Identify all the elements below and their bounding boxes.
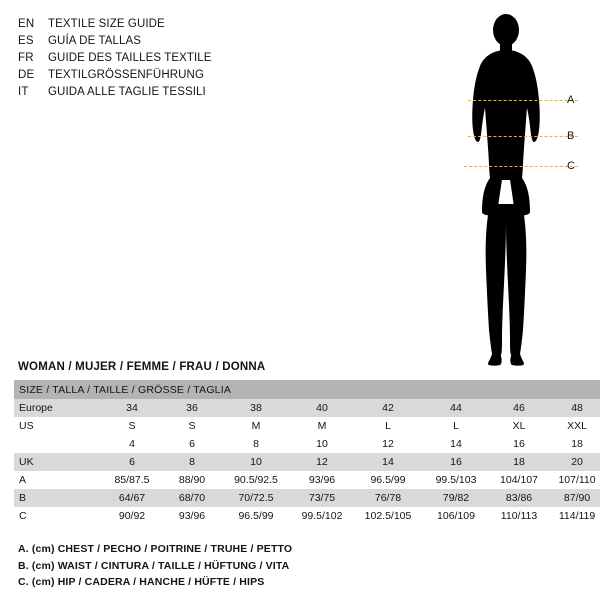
cell: 96.5/99: [354, 471, 422, 489]
language-code: DE: [18, 69, 35, 81]
row-label: [14, 435, 102, 453]
cell: 96.5/99: [222, 507, 290, 525]
language-code: FR: [18, 52, 34, 64]
language-code: ES: [18, 35, 34, 47]
cell: 107/110: [548, 471, 600, 489]
cell: 12: [290, 453, 354, 471]
cell: 106/109: [422, 507, 490, 525]
language-title: TEXTILGRÖSSENFÜHRUNG: [48, 69, 204, 81]
table-header-label: SIZE / TALLA / TAILLE / GRÖSSE / TAGLIA: [14, 380, 600, 399]
cell: 4: [102, 435, 162, 453]
language-title: TEXTILE SIZE GUIDE: [48, 18, 165, 30]
cell: 40: [290, 399, 354, 417]
cell: XL: [490, 417, 548, 435]
cell: 18: [548, 435, 600, 453]
cell: 14: [354, 453, 422, 471]
note-hip: C. (cm) HIP / CADERA / HANCHE / HÜFTE / HIPS: [18, 576, 265, 588]
table-row: [14, 399, 600, 417]
cell: 36: [162, 399, 222, 417]
language-title: GUIDA ALLE TAGLIE TESSILI: [48, 86, 206, 98]
cell: 18: [490, 453, 548, 471]
cell: 90/92: [102, 507, 162, 525]
language-row: [18, 33, 318, 50]
cell: 99.5/103: [422, 471, 490, 489]
cell: 10: [222, 453, 290, 471]
cell: 73/75: [290, 489, 354, 507]
cell: 20: [548, 453, 600, 471]
language-title: GUÍA DE TALLAS: [48, 35, 142, 47]
cell: 48: [548, 399, 600, 417]
measure-label-c: C: [567, 160, 575, 172]
cell: 38: [222, 399, 290, 417]
cell: 110/113: [490, 507, 548, 525]
cell: L: [354, 417, 422, 435]
cell: 102.5/105: [354, 507, 422, 525]
cell: 44: [422, 399, 490, 417]
language-row: [18, 50, 318, 67]
cell: 99.5/102: [290, 507, 354, 525]
table-row: [14, 471, 600, 489]
table-header-row: [14, 380, 600, 399]
cell: 6: [102, 453, 162, 471]
cell: 34: [102, 399, 162, 417]
cell: 8: [162, 453, 222, 471]
cell: 90.5/92.5: [222, 471, 290, 489]
cell: 12: [354, 435, 422, 453]
table-row: [14, 507, 600, 525]
measure-line-b: [468, 136, 578, 137]
cell: 68/70: [162, 489, 222, 507]
cell: 104/107: [490, 471, 548, 489]
note-waist: B. (cm) WAIST / CINTURA / TAILLE / HÜFTUNG / VITA: [18, 559, 290, 572]
language-code: EN: [18, 18, 35, 30]
row-label: UK: [14, 453, 102, 471]
cell: 114/119: [548, 507, 600, 525]
row-label: A: [14, 471, 102, 489]
table-row: [14, 489, 600, 507]
cell: 76/78: [354, 489, 422, 507]
cell: S: [102, 417, 162, 435]
table-row: [14, 435, 600, 453]
cell: S: [162, 417, 222, 435]
cell: 16: [422, 453, 490, 471]
cell: 70/72.5: [222, 489, 290, 507]
cell: M: [290, 417, 354, 435]
table-row: [14, 453, 600, 471]
table-row: [14, 417, 600, 435]
cell: 8: [222, 435, 290, 453]
cell: 42: [354, 399, 422, 417]
cell: 79/82: [422, 489, 490, 507]
cell: XXL: [548, 417, 600, 435]
measure-line-c: [464, 166, 578, 167]
section-title: WOMAN / MUJER / FEMME / FRAU / DONNA: [18, 361, 266, 373]
body-figure: [430, 8, 590, 368]
cell: 87/90: [548, 489, 600, 507]
cell: 85/87.5: [102, 471, 162, 489]
language-row: [18, 84, 318, 101]
cell: L: [422, 417, 490, 435]
language-header-block: [18, 16, 318, 101]
row-label: Europe: [14, 399, 102, 417]
cell: 46: [490, 399, 548, 417]
cell: 14: [422, 435, 490, 453]
cell: 93/96: [162, 507, 222, 525]
row-label: C: [14, 507, 102, 525]
language-title: GUIDE DES TAILLES TEXTILE: [48, 52, 212, 64]
measure-label-a: A: [567, 94, 575, 106]
language-row: [18, 67, 318, 84]
note-chest: A. (cm) CHEST / PECHO / POITRINE / TRUHE / PETTO: [18, 543, 293, 555]
cell: M: [222, 417, 290, 435]
measure-line-a: [468, 100, 578, 101]
measurement-notes: [18, 541, 578, 591]
cell: 88/90: [162, 471, 222, 489]
cell: 64/67: [102, 489, 162, 507]
language-row: [18, 16, 318, 33]
cell: 6: [162, 435, 222, 453]
cell: 83/86: [490, 489, 548, 507]
language-code: IT: [18, 86, 29, 98]
female-silhouette-icon: [430, 8, 590, 368]
row-label: B: [14, 489, 102, 507]
cell: 93/96: [290, 471, 354, 489]
measure-label-b: B: [567, 130, 575, 142]
cell: 16: [490, 435, 548, 453]
cell: 10: [290, 435, 354, 453]
row-label: US: [14, 417, 102, 435]
size-table: [14, 380, 600, 525]
